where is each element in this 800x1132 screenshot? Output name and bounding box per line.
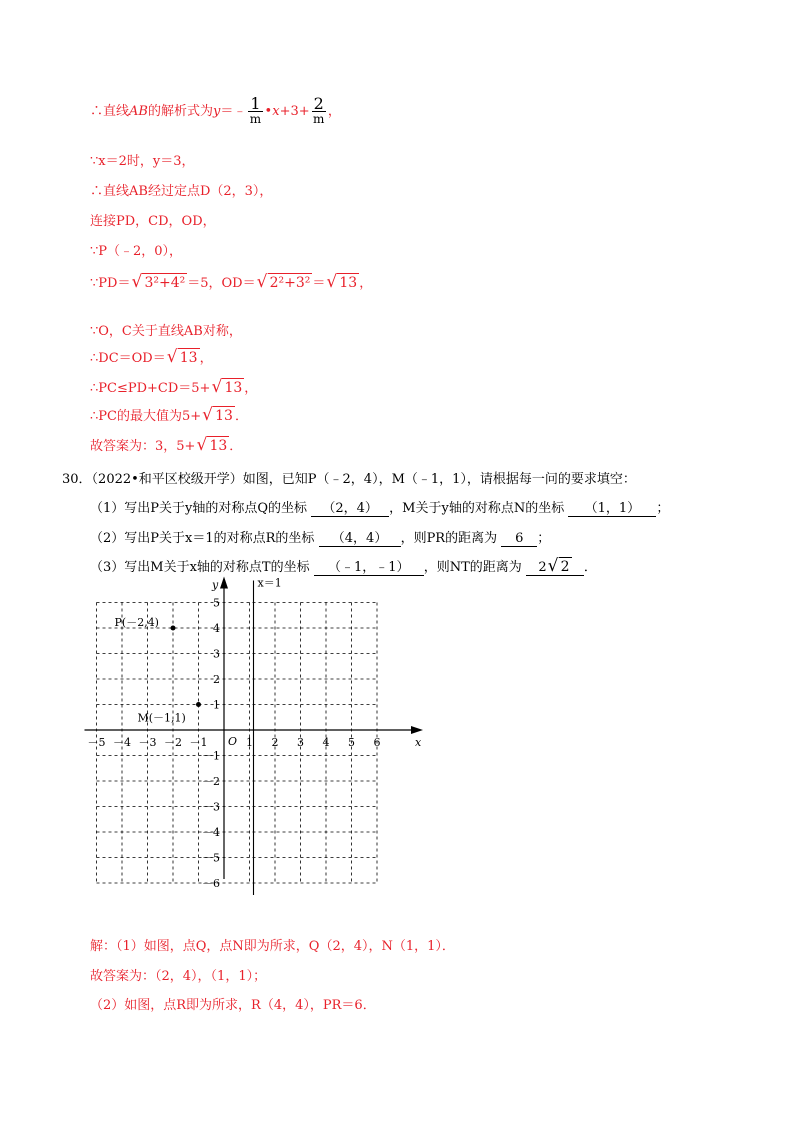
y-tick-label: 4	[213, 622, 220, 635]
sqrt	[196, 438, 229, 454]
line-2: ∵x＝2时，y＝3，	[90, 154, 195, 169]
text: ．	[234, 409, 248, 424]
line-11	[90, 435, 242, 454]
sqrt	[131, 275, 187, 291]
answer-blank: 6	[501, 531, 537, 547]
x-tick-label: 6	[373, 736, 381, 749]
text: ，	[199, 351, 213, 366]
y-tick-label: －2	[202, 775, 220, 788]
question-30-head: 30．（2022•和平区校级开学）如图，已知P（﹣2，4），M（﹣1，1），请根据每一问的要求填空：	[62, 472, 636, 487]
y-tick-label: －4	[202, 826, 220, 839]
answer-blank: （﹣1，﹣1）	[314, 556, 424, 576]
text: ，	[359, 276, 373, 291]
text: +3+	[279, 104, 310, 119]
text: ＝5，OD＝	[187, 276, 256, 291]
line-9	[90, 377, 257, 396]
text: ，	[244, 381, 258, 396]
text: ∴PC≤PD+CD＝5+	[90, 381, 211, 396]
line-4: 连接PD，CD，OD，	[90, 214, 216, 229]
question-part-3	[90, 556, 597, 576]
text: ＝﹣	[220, 104, 247, 119]
line-10	[90, 405, 248, 424]
text: 故答案为：3，5+	[90, 439, 196, 454]
line-8	[90, 347, 213, 366]
x-axis-arrow	[411, 726, 423, 734]
text: y	[212, 104, 221, 119]
text: 的解析式为	[147, 104, 213, 119]
text: x	[272, 104, 280, 119]
numerator: 2	[313, 94, 324, 113]
y-tick-label: －6	[202, 877, 220, 890]
y-tick-label: 1	[213, 698, 220, 712]
answer-blank: （1，1）	[568, 497, 656, 517]
text: ∴直线	[90, 104, 130, 119]
text: •	[264, 104, 273, 119]
radicand: 13	[215, 408, 233, 424]
text: AB	[129, 104, 148, 119]
x-tick-label: 1	[246, 736, 253, 749]
origin-label: O	[228, 735, 238, 748]
text: ，则NT的距离为	[423, 560, 522, 575]
x-tick-label: －4	[113, 736, 131, 749]
coordinate-graph	[87, 575, 422, 900]
radicand: 2²+3²	[269, 275, 311, 291]
x-tick-label: －5	[87, 736, 106, 749]
y-axis-label: y	[212, 578, 219, 592]
sqrt	[202, 408, 235, 424]
line-5: ∵P（﹣2，0），	[90, 244, 183, 259]
text: ，	[327, 104, 341, 119]
text: ＝	[312, 276, 326, 291]
text: ；	[656, 501, 670, 516]
line-3: ∴直线AB经过定点D（2，3），	[90, 184, 273, 199]
answer-blank	[526, 559, 584, 576]
radicand: 3²+4²	[144, 275, 186, 291]
radicand: 2	[560, 559, 570, 575]
text: ∵PD＝	[90, 276, 131, 291]
question-part-2	[90, 527, 550, 547]
sqrt	[167, 350, 200, 366]
x-tick-label: 4	[322, 736, 330, 749]
y-axis-arrow	[220, 577, 228, 589]
radicand: 13	[224, 380, 243, 396]
y-tick-label: －1	[202, 749, 220, 763]
answer-blank: （4，4）	[319, 527, 401, 547]
fraction-1	[248, 94, 262, 126]
y-tick-label: 5	[213, 596, 220, 610]
y-tick-label: －5	[202, 851, 220, 865]
x-tick-label: －1	[189, 736, 208, 749]
text: ．	[583, 560, 597, 575]
line-expression	[90, 94, 341, 126]
numerator: 1	[250, 94, 261, 113]
text: ；	[537, 531, 551, 546]
radicand: 13	[179, 350, 198, 366]
solution-line-3: （2）如图，点R即为所求，R（4，4），PR＝6．	[90, 998, 376, 1013]
text: ，则PR的距离为	[400, 531, 498, 546]
sqrt	[257, 275, 313, 291]
point-m-label: M(－1,1)	[137, 711, 186, 725]
point-p	[171, 626, 176, 631]
text: ，M关于y轴的对称点N的坐标	[389, 501, 565, 516]
x-tick-label: 2	[271, 736, 279, 749]
text: ∴DC＝OD＝	[90, 351, 166, 366]
radicand: 13	[339, 275, 358, 291]
text: 2	[538, 560, 547, 575]
line-6	[90, 272, 372, 291]
text: ∴PC的最大值为5+	[90, 409, 202, 424]
y-tick-label: 2	[213, 673, 220, 686]
denominator: m	[249, 112, 262, 126]
text: （3）写出M关于x轴的对称点T的坐标	[90, 560, 310, 575]
line-x1-label: x＝1	[257, 576, 282, 590]
point-p-label: P(－2,4)	[114, 616, 159, 629]
sqrt	[211, 380, 244, 396]
sqrt	[548, 559, 572, 575]
denominator: m	[313, 112, 325, 126]
solution-line-2: 故答案为：（2，4），（1，1）；	[90, 969, 267, 984]
point-m	[196, 702, 201, 707]
x-axis-label: x	[415, 736, 422, 749]
x-tick-label: －2	[164, 736, 182, 749]
solution-line-1: 解：（1）如图，点Q，点N即为所求，Q（2，4），N（1，1）．	[90, 939, 455, 954]
answer-blank: （2，4）	[311, 497, 389, 517]
sqrt	[326, 275, 359, 291]
text: （1）写出P关于y轴的对称点Q的坐标	[90, 501, 308, 516]
y-tick-label: 3	[213, 647, 220, 661]
text: ．	[229, 439, 243, 454]
x-tick-label: －3	[138, 736, 157, 749]
x-tick-label: 5	[348, 736, 355, 749]
text: （2）写出P关于x＝1的对称点R的坐标	[90, 531, 315, 546]
y-tick-label: －3	[202, 800, 220, 814]
radicand: 13	[209, 438, 228, 454]
line-7: ∵O，C关于直线AB对称，	[90, 324, 242, 339]
fraction-2	[312, 94, 326, 126]
question-part-1	[90, 497, 669, 517]
x-tick-label: 3	[297, 736, 304, 749]
